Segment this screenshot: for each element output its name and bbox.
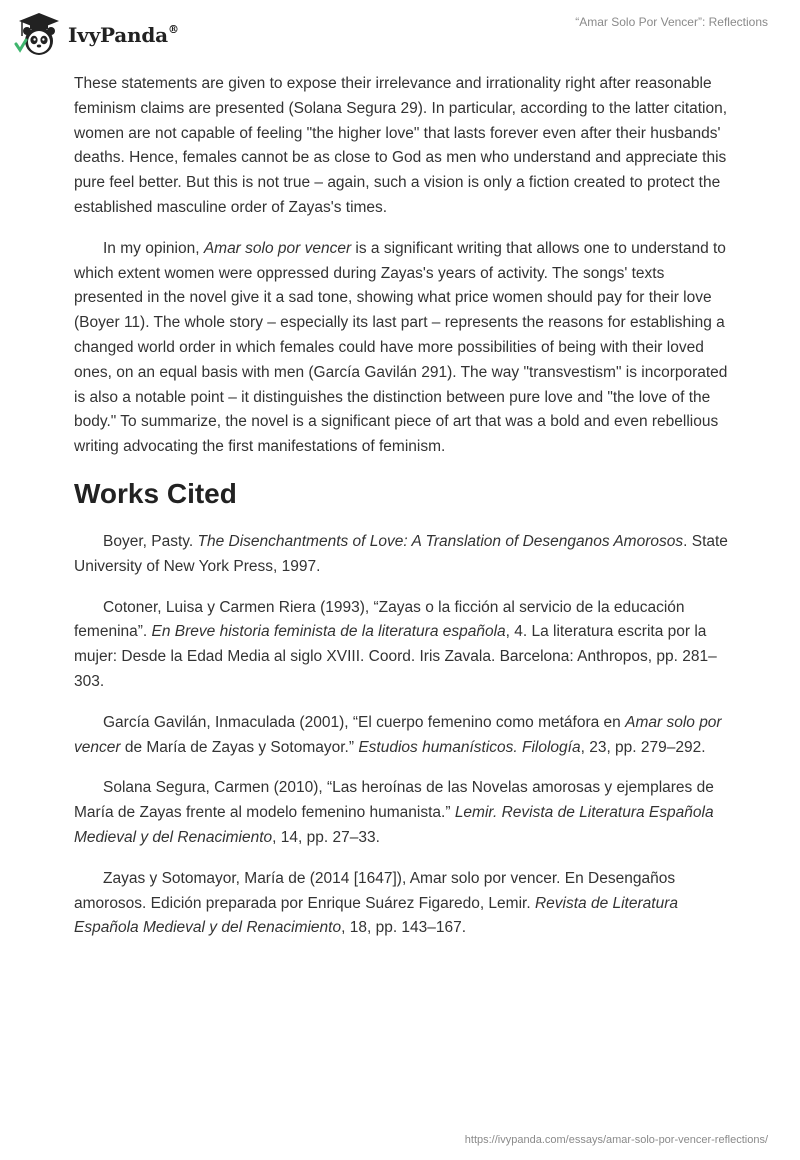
document-title: “Amar Solo Por Vencer”: Reflections <box>575 15 768 29</box>
novel-title: Amar solo por vencer <box>203 239 352 257</box>
brand-name: IvyPanda® <box>68 23 179 47</box>
reference-item: García Gavilán, Inmaculada (2001), “El cuerpo femenino como metáfora en Amar solo por vencer de María de Zayas y Sotomayor.” Estudios humanísticos. Filología, 23, pp. 279–292. <box>74 713 722 756</box>
ivypanda-logo[interactable] <box>14 10 179 60</box>
page-header <box>0 0 800 64</box>
essay-content <box>74 72 734 957</box>
reference-item: Zayas y Sotomayor, María de (2014 [1647]), Amar solo por vencer. En Desengaños amorosos. Edición preparada por Enrique Suárez Figaredo, Lemir. Revista de Literatura Española Medieval y del Renacimiento, 18, pp. 143–167. <box>74 869 678 937</box>
reference-item: Boyer, Pasty. The Disenchantments of Love: A Translation of Desenganos Amorosos. State University of New York Press, 1997. <box>74 532 728 575</box>
paragraph: In my opinion, Amar solo por vencer is a significant writing that allows one to understand to which extent women were oppressed during Zayas's years of activity. The songs' texts presented in the novel give it a sad tone, showing what price women should pay for their love (Boyer 11). The whole story – especially its last part – represents the reasons for establishing a changed world order in which females could have more possibilities of being with their loved ones, on an equal basis with men (García Gavilán 291). The way "transvestism" is incorporated is also a notable point – it distinguishes the distinction between pure love and "the love of the body." To summarize, the novel is a significant piece of art that was a bold and even rebellious writing advocating the first manifestations of feminism. <box>74 239 728 456</box>
panda-graduate-icon <box>14 10 64 60</box>
source-url[interactable]: https://ivypanda.com/essays/amar-solo-por-vencer-reflections/ <box>464 1134 768 1146</box>
reference-item: Cotoner, Luisa y Carmen Riera (1993), “Zayas o la ficción al servicio de la educación femenina”. En Breve historia feminista de la literatura española, 4. La literatura escrita por la mujer: Desde la Edad Media al siglo XVIII. Coord. Iris Zavala. Barcelona: Anthropos, pp. 281–303. <box>74 598 717 690</box>
reference-item: Solana Segura, Carmen (2010), “Las heroínas de las Novelas amorosas y ejemplares de María de Zayas frente al modelo femenino humanista.” Lemir. Revista de Literatura Española Medieval y del Renacimiento, 14, pp. 27–33. <box>74 779 714 846</box>
paragraph: These statements are given to expose their irrelevance and irrationality right after reasonable feminism claims are presented (Solana Segura 29). In particular, according to the latter citation, women are not capable of feeling "the higher love" that lasts forever even after their husbands' deaths. Hence, females cannot be as close to God as men who understand and appreciate this pure feel better. But this is not true – again, such a vision is only a fiction created to protect the established masculine order of Zayas's times. <box>74 75 728 216</box>
works-cited-heading: Works Cited <box>74 477 237 509</box>
